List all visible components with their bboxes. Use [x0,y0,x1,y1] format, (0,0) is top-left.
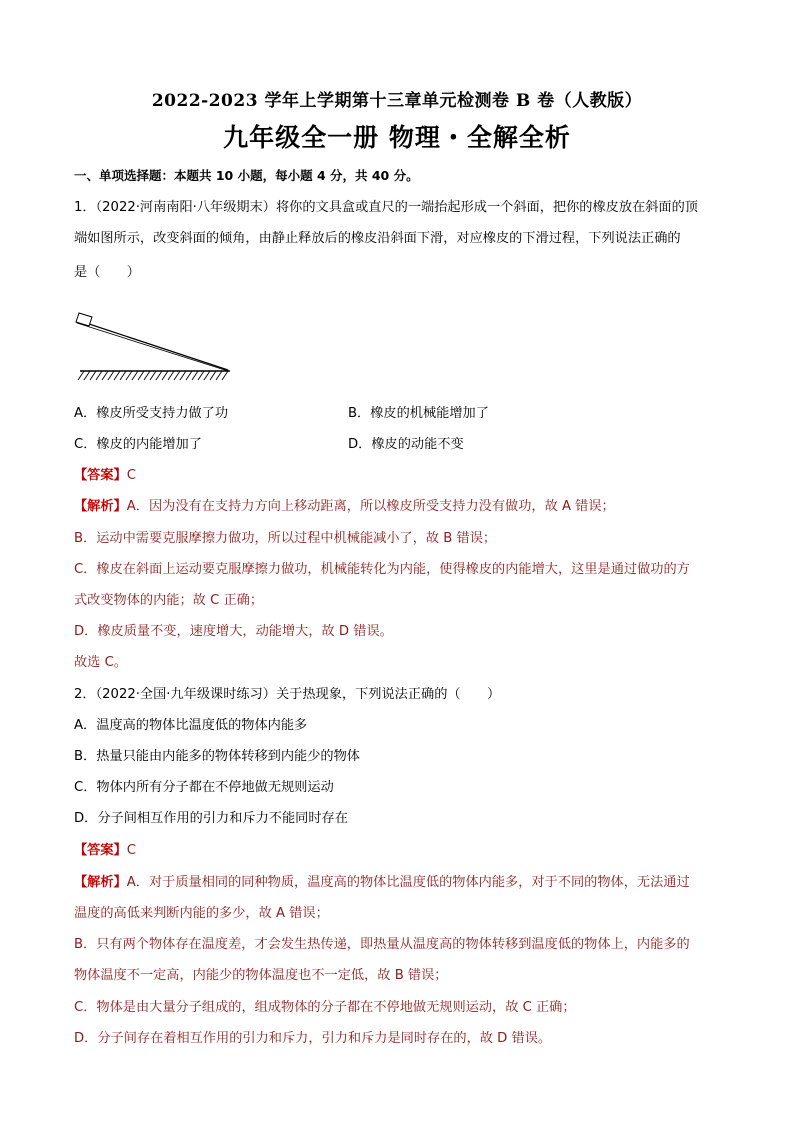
q1-option-a: A．橡皮所受支持力做了功 [74,406,229,421]
answer-value: C [126,468,136,483]
ground-hatch-mark [222,371,228,380]
ground-hatch-mark [216,371,222,380]
answer-value: C [126,843,136,858]
answer-label: 【答案】 [74,843,127,858]
ground-hatch-mark [138,371,144,380]
q2-option-d: D．分子间相互作用的引力和斥力不能同时存在 [74,811,348,826]
q1-option-d: D．橡皮的动能不变 [348,437,464,452]
ground-hatch-mark [180,371,186,380]
ground-hatch-mark [78,371,84,380]
ground-hatch-mark [174,371,180,380]
answer-label: 【答案】 [74,468,127,483]
ground-hatch-mark [198,371,204,380]
q2-option-b: B．热量只能由内能多的物体转移到内能少的物体 [74,749,360,764]
document-subtitle: 九年级全一册 物理・全解全析 [223,123,571,152]
q1-analysis-line5: D．橡皮质量不变，速度增大，动能增大，故 D 错误。 [74,624,393,639]
incline-ramp [77,320,228,371]
q1-analysis-line2: B．运动中需要克服摩擦力做功，所以过程中机械能减小了，故 B 错误； [74,531,497,546]
ground-hatch-mark [168,371,174,380]
analysis-label: 【解析】 [74,875,127,890]
q2-analysis-line3: B．只有两个物体存在温度差，才会发生热传递，即热量从温度高的物体转移到温度低的物体上，内能多的 [74,937,690,952]
ground-hatch-mark [156,371,162,380]
q2-analysis-line2: 温度的高低来判断内能的多少，故 A 错误； [74,906,329,921]
eraser-block [76,313,92,326]
q2-analysis-line1: 【解析】A．对于质量相同的同种物质，温度高的物体比温度低的物体内能多，对于不同的物体，无法通过 [74,875,690,890]
q2-option-c: C．物体内所有分子都在不停地做无规则运动 [74,780,334,795]
q1-analysis-line3: C．橡皮在斜面上运动要克服摩擦力做功，机械能转化为内能，使得橡皮的内能增大，这里是通过做功的方 [74,562,690,577]
q1-stem-line3: 是（ ） [74,265,140,280]
q1-stem-line2: 端如图所示，改变斜面的倾角，由静止释放后的橡皮沿斜面下滑，对应橡皮的下滑过程，下列说法正确的 [74,231,681,246]
ground-hatch-mark [204,371,210,380]
q2-stem: 2．（2022·全国·九年级课时练习）关于热现象，下列说法正确的（ ） [74,687,501,702]
ground-hatch-mark [102,371,108,380]
q1-option-c: C．橡皮的内能增加了 [74,437,202,452]
ground-surface [78,371,230,380]
q1-analysis-line1: 【解析】A．因为没有在支持力方向上移动距离，所以橡皮所受支持力没有做功，故 A 错误； [74,499,615,514]
ground-hatch-mark [150,371,156,380]
ground-hatch-mark [90,371,96,380]
ground-hatch-mark [96,371,102,380]
ground-hatch-mark [84,371,90,380]
q2-analysis-line5: C．物体是由大量分子组成的，组成物体的分子都在不停地做无规则运动，故 C 正确； [74,1000,576,1015]
q2-option-a: A．温度高的物体比温度低的物体内能多 [74,718,308,733]
document-title: 2022-2023 学年上学期第十三章单元检测卷 B 卷（人教版） [151,91,643,111]
q2-analysis-line6: D．分子间存在着相互作用的引力和斥力，引力和斥力是同时存在的，故 D 错误。 [74,1031,552,1046]
ground-hatch-mark [114,371,120,380]
q1-conclusion: 故选 C。 [74,655,127,670]
q1-stem-line1: 1．（2022·河南南阳·八年级期末）将你的文具盒或直尺的一端抬起形成一个斜面，把你的橡皮放在斜面的顶 [74,200,698,215]
q2-analysis-line4: 物体温度不一定高，内能少的物体温度也不一定低，故 B 错误； [74,968,448,983]
ground-hatch-mark [108,371,114,380]
analysis-label: 【解析】 [74,499,127,514]
ground-hatch-mark [126,371,132,380]
ground-hatch-mark [186,371,192,380]
ground-hatch-mark [162,371,168,380]
q1-answer [74,467,136,485]
ground-hatch-mark [120,371,126,380]
q1-analysis-line4: 式改变物体的内能；故 C 正确； [74,593,264,608]
ground-hatch-mark [144,371,150,380]
ground-hatch-mark [132,371,138,380]
incline-diagram [74,300,234,390]
q1-option-b: B．橡皮的机械能增加了 [348,406,489,421]
q2-answer [74,842,136,860]
ground-hatch-mark [210,371,216,380]
section-heading: 一、单项选择题：本题共 10 小题，每小题 4 分，共 40 分。 [74,168,419,183]
ground-hatch-mark [192,371,198,380]
